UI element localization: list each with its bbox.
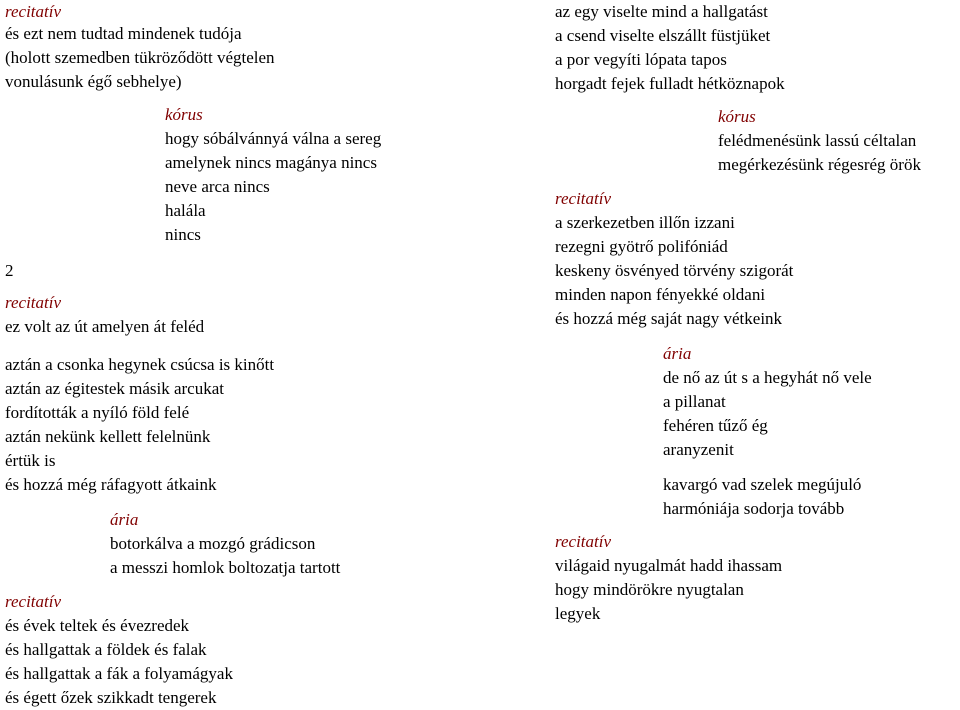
section-label-recitativ: recitatív: [5, 2, 62, 21]
verse-line: rezegni gyötrő polifóniád: [555, 237, 728, 256]
section-label-recitativ: recitatív: [5, 293, 62, 312]
verse-line: aranyzenit: [663, 440, 734, 459]
section-label-recitativ: recitatív: [555, 189, 612, 208]
section-label-recitativ: recitatív: [5, 592, 62, 611]
section-label-korus: kórus: [165, 105, 203, 124]
verse-line: a szerkezetben illőn izzani: [555, 213, 735, 232]
verse-line: és hozzá még ráfagyott átkaink: [5, 475, 217, 494]
verse-line: és hallgattak a fák a folyamágyak: [5, 664, 233, 683]
verse-line: a por vegyíti lópata tapos: [555, 50, 727, 69]
verse-line: legyek: [555, 604, 601, 623]
verse-line: vonulásunk égő sebhelye): [5, 72, 182, 91]
verse-line: keskeny ösvényed törvény szigorát: [555, 261, 794, 280]
verse-line: halála: [165, 201, 206, 220]
verse-line: de nő az út s a hegyhát nő vele: [663, 368, 872, 387]
verse-line: hogy mindörökre nyugtalan: [555, 580, 744, 599]
verse-line: neve arca nincs: [165, 177, 270, 196]
verse-line: (holott szemedben tükröződött végtelen: [5, 48, 275, 67]
verse-line: horgadt fejek fulladt hétköznapok: [555, 74, 785, 93]
verse-line: és hallgattak a földek és falak: [5, 640, 207, 659]
verse-line: az egy viselte mind a hallgatást: [555, 2, 768, 21]
verse-line: fordították a nyíló föld felé: [5, 403, 190, 422]
verse-line: amelynek nincs magánya nincs: [165, 153, 377, 172]
verse-line: és ezt nem tudtad mindenek tudója: [5, 24, 242, 43]
verse-line: aztán az égitestek másik arcukat: [5, 379, 224, 398]
verse-line: hogy sóbálvánnyá válna a sereg: [165, 129, 382, 148]
verse-line: értük is: [5, 451, 56, 470]
verse-line: a csend viselte elszállt füstjüket: [555, 26, 771, 45]
verse-line: megérkezésünk régesrég örök: [718, 155, 921, 174]
verse-line: botorkálva a mozgó grádicson: [110, 534, 316, 553]
verse-line: a pillanat: [663, 392, 726, 411]
verse-line: aztán nekünk kellett felelnünk: [5, 427, 211, 446]
verse-line: és hozzá még saját nagy vétkeink: [555, 309, 783, 328]
section-label-aria: ária: [663, 344, 692, 363]
verse-line: felédmenésünk lassú céltalan: [718, 131, 917, 150]
verse-line: világaid nyugalmát hadd ihassam: [555, 556, 783, 575]
section-label-recitativ: recitatív: [555, 532, 612, 551]
verse-line: nincs: [165, 225, 201, 244]
verse-line: és égett őzek szikkadt tengerek: [5, 688, 217, 707]
verse-line: és évek teltek és évezredek: [5, 616, 190, 635]
verse-line: a messzi homlok boltozatja tartott: [110, 558, 341, 577]
verse-line: ez volt az út amelyen át feléd: [5, 317, 205, 336]
section-label-aria: ária: [110, 510, 139, 529]
verse-line: minden napon fényekké oldani: [555, 285, 766, 304]
section-number: 2: [5, 261, 14, 280]
verse-line: harmóniája sodorja tovább: [663, 499, 845, 518]
verse-line: aztán a csonka hegynek csúcsa is kinőtt: [5, 355, 275, 374]
verse-line: fehéren tűző ég: [663, 416, 768, 435]
section-label-korus: kórus: [718, 107, 756, 126]
verse-line: kavargó vad szelek megújuló: [663, 475, 862, 494]
